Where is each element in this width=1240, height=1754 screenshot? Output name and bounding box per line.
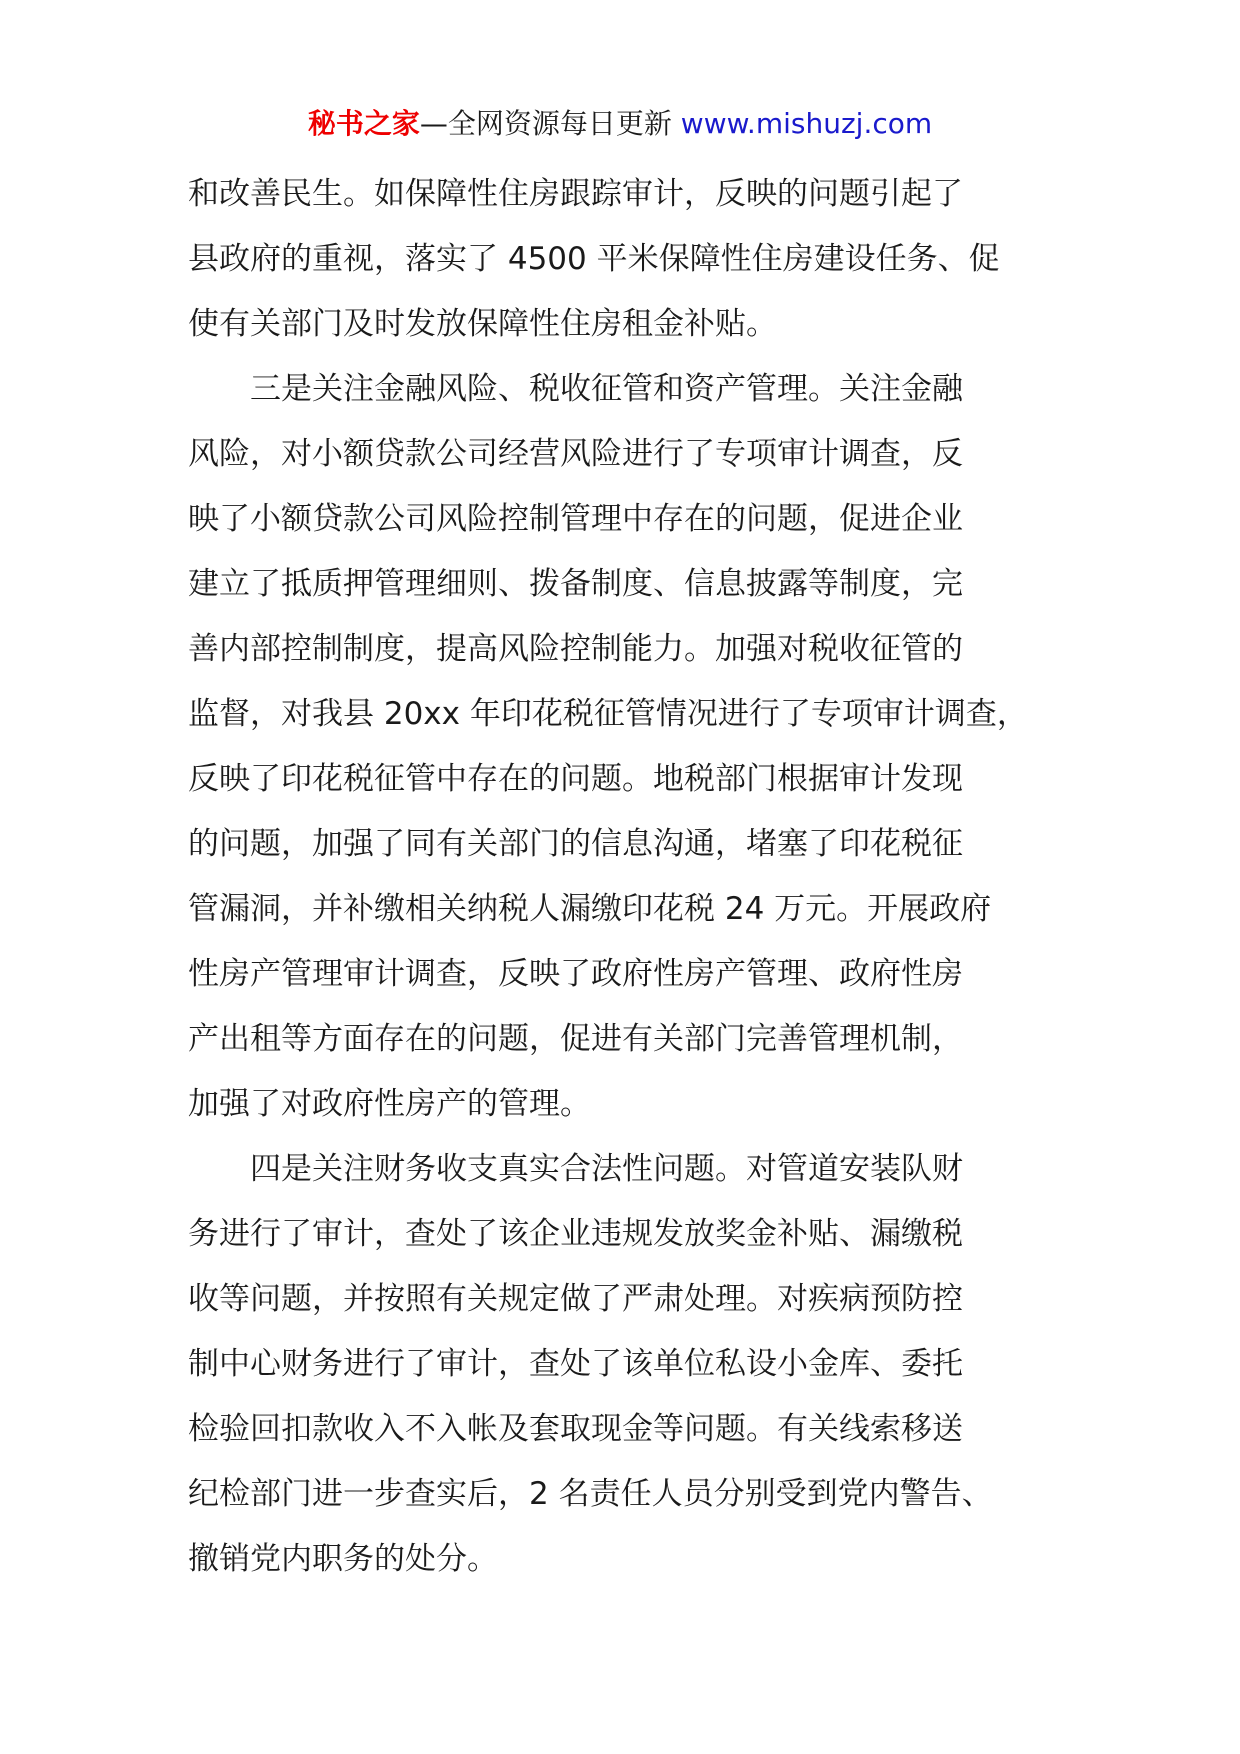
text-line: 建立了抵质押管理细则、拨备制度、信息披露等制度，完 (188, 566, 963, 602)
text-line: 反映了印花税征管中存在的问题。地税部门根据审计发现 (188, 761, 963, 797)
text-line: 务进行了审计，查处了该企业违规发放奖金补贴、漏缴税 (188, 1216, 963, 1252)
website-link[interactable]: www.mishuzj.com (680, 107, 933, 140)
brand-name: 秘书之家 (307, 107, 420, 140)
text-line: 使有关部门及时发放保障性住房租金补贴。 (188, 306, 777, 342)
page-header (0, 100, 1240, 148)
text-line: 性房产管理审计调查，反映了政府性房产管理、政府性房 (188, 956, 963, 992)
text-line: 映了小额贷款公司风险控制管理中存在的问题，促进企业 (188, 501, 963, 537)
text-line: 管漏洞，并补缴相关纳税人漏缴印花税 24 万元。开展政府 (188, 891, 992, 927)
text-line: 风险，对小额贷款公司经营风险进行了专项审计调查，反 (188, 436, 963, 472)
text-line: 三是关注金融风险、税收征管和资产管理。关注金融 (250, 371, 963, 407)
document-body (188, 162, 1088, 1592)
text-line: 的问题，加强了同有关部门的信息沟通，堵塞了印花税征 (188, 826, 963, 862)
text-line: 加强了对政府性房产的管理。 (188, 1086, 591, 1122)
text-line: 撤销党内职务的处分。 (188, 1541, 498, 1577)
text-line: 和改善民生。如保障性住房跟踪审计，反映的问题引起了 (188, 176, 963, 212)
text-line: 县政府的重视，落实了 4500 平米保障性住房建设任务、促 (188, 241, 1000, 277)
text-line: 纪检部门进一步查实后，2 名责任人员分别受到党内警告、 (188, 1476, 993, 1512)
text-line: 制中心财务进行了审计，查处了该单位私设小金库、委托 (188, 1346, 963, 1382)
header-tagline: —全网资源每日更新 (419, 107, 672, 140)
text-line: 检验回扣款收入不入帐及套取现金等问题。有关线索移送 (188, 1411, 963, 1447)
text-line: 四是关注财务收支真实合法性问题。对管道安装队财 (250, 1151, 963, 1187)
text-line: 产出租等方面存在的问题，促进有关部门完善管理机制， (188, 1021, 963, 1057)
text-line: 善内部控制制度，提高风险控制能力。加强对税收征管的 (188, 631, 963, 667)
text-line: 监督，对我县 20xx 年印花税征管情况进行了专项审计调查， (188, 696, 1028, 732)
text-line: 收等问题，并按照有关规定做了严肃处理。对疾病预防控 (188, 1281, 963, 1317)
